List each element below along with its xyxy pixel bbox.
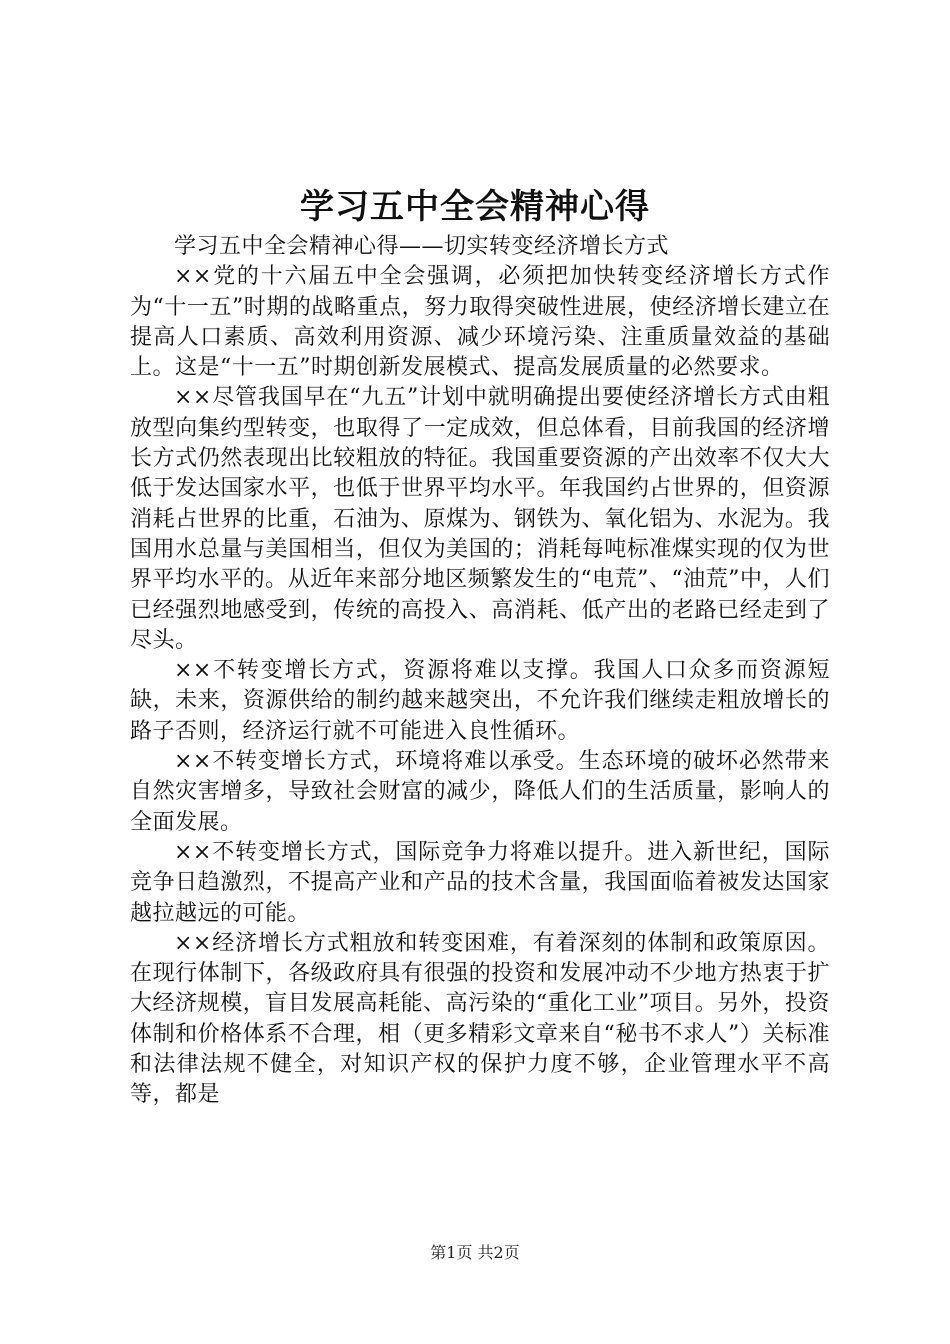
body-paragraph: ××不转变增长方式，国际竞争力将难以提升。进入新世纪，国际竞争日趋激烈，不提高产业和产品的技术含量，我国面临着被发达国家越拉越远的可能。 [130,839,830,926]
body-paragraph: ××不转变增长方式，资源将难以支撑。我国人口众多而资源短缺，未来，资源供给的制约越来越突出，不允许我们继续走粗放增长的路子否则，经济运行就不可能进入良性循环。 [130,658,830,744]
page-footer: 第1页 共2页 [430,1243,520,1262]
body-paragraph: ××党的十六届五中全会强调，必须把加快转变经济增长方式作为“十一五”时期的战略重点，努力取得突破性进展，使经济增长建立在提高人口素质、高效利用资源、减少环境污染、注重质量效益的基础上。这是“十一五”时期创新发展模式、提高发展质量的必然要求。 [130,264,830,381]
body-paragraph: ××尽管我国早在“九五”计划中就明确提出要使经济增长方式由粗放型向集约型转变，也取得了一定成效，但总体看，目前我国的经济增长方式仍然表现出比较粗放的特征。我国重要资源的产出效率不仅大大低于发达国家水平，也低于世界平均水平。年我国约占世界的，但资源消耗占世界的比重，石油为、原煤为、钢铁为、氧化铝为、水泥为。我国用水总量与美国相当，但仅为美国的；消耗每吨标准煤实现的仅为世界平均水平的。从近年来部分地区频繁发生的“电荒”、“油荒”中，人们已经强烈地感受到，传统的高投入、高消耗、低产出的老路已经走到了尽头。 [130,385,830,653]
document-body [130,232,830,1111]
document-title: 学习五中全会精神心得 [300,187,650,227]
subtitle-paragraph: 学习五中全会精神心得——切实转变经济增长方式 [174,234,670,259]
body-paragraph: ××不转变增长方式，环境将难以承受。生态环境的破坏必然带来自然灾害增多，导致社会财富的减少，降低人们的生活质量，影响人的全面发展。 [130,749,830,835]
body-paragraph: ××经济增长方式粗放和转变困难，有着深刻的体制和政策原因。在现行体制下，各级政府具有很强的投资和发展冲动不少地方热衷于扩大经济规模，盲目发展高耗能、高污染的“重化工业”项目。另外，投资体制和价格体系不合理，相（更多精彩文章来自“秘书不求人”）关标准和法律法规不健全，对知识产权的保护力度不够，企业管理水平不高等，都是 [130,930,830,1108]
